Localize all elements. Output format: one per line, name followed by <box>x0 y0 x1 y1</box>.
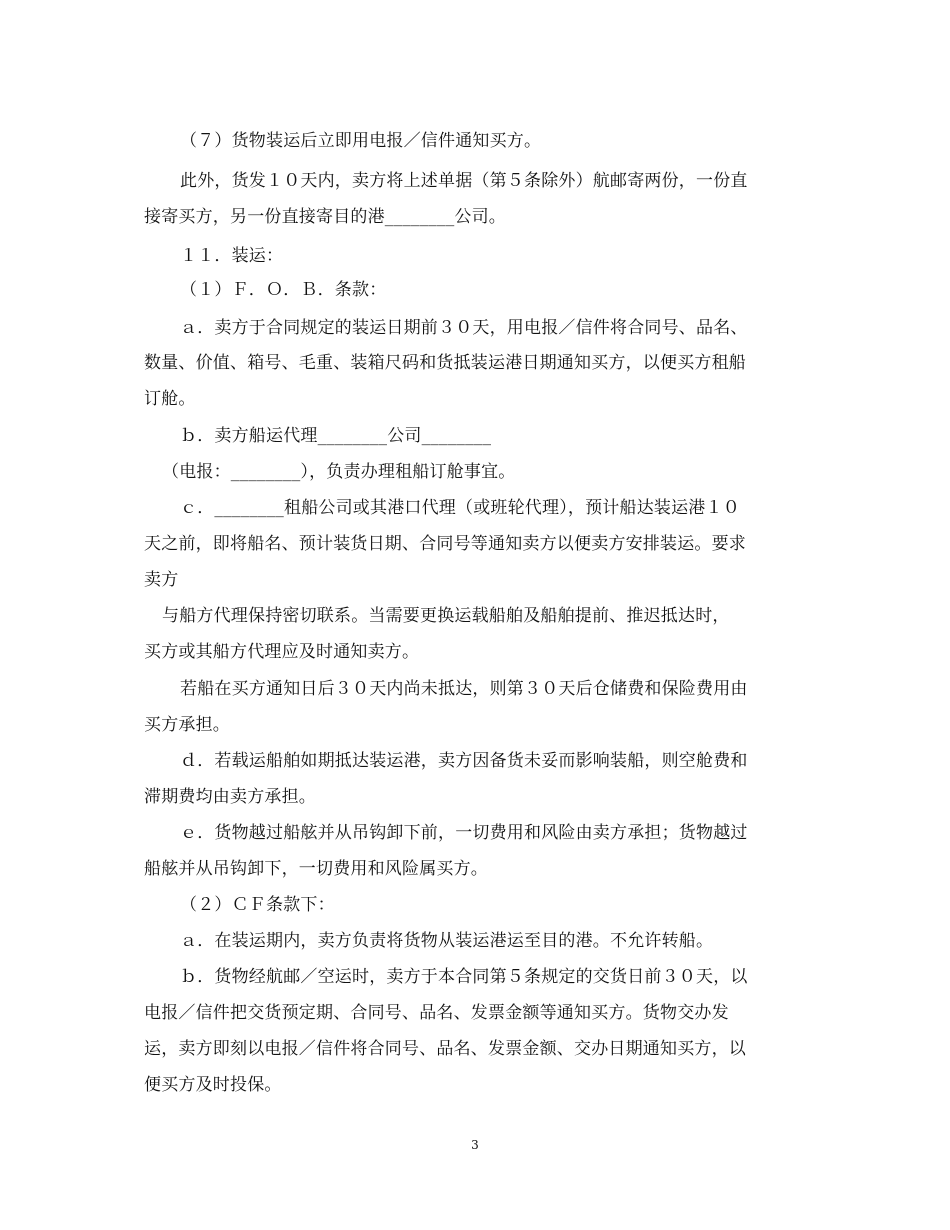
paragraph-line: （７）货物装运后立即用电报／信件通知买方。 <box>180 131 542 151</box>
subsection-heading: （１）Ｆ．Ｏ．Ｂ．条款： <box>180 280 387 300</box>
paragraph-line: 滞期费均由卖方承担。 <box>144 787 316 807</box>
paragraph-line: 运，卖方即刻以电报／信件将合同号、品名、发票金额、交办日期通知买方，以 <box>144 1039 746 1059</box>
paragraph-line: ａ．在装运期内，卖方负责将货物从装运港运至目的港。不允许转船。 <box>180 931 714 951</box>
paragraph-line: 天之前，即将船名、预计装货日期、合同号等通知卖方以便卖方安排装运。要求 <box>144 534 746 554</box>
paragraph-line: ｃ．________租船公司或其港口代理（或班轮代理），预计船达装运港１０ <box>180 498 740 518</box>
paragraph-line: ａ．卖方于合同规定的装运日期前３０天，用电报／信件将合同号、品名、 <box>180 318 748 338</box>
paragraph-line: 卖方 <box>144 570 179 590</box>
paragraph-line: 与船方代理保持密切联系。当需要更换运载船舶及船舶提前、推迟抵达时， <box>162 606 730 626</box>
paragraph-line: 订舱。 <box>144 389 196 409</box>
paragraph-line: 电报／信件把交货预定期、合同号、品名、发票金额等通知买方。货物交办发 <box>144 1003 729 1023</box>
paragraph-line: 便买方及时投保。 <box>144 1075 282 1095</box>
paragraph-line: ｄ．若载运船舶如期抵达装运港，卖方因备货未妥而影响装船，则空舱费和 <box>180 751 748 771</box>
paragraph-line: 接寄买方，另一份直接寄目的港________公司。 <box>144 207 506 227</box>
paragraph-line: ｂ．货物经航邮／空运时，卖方于本合同第５条规定的交货日前３０天，以 <box>180 967 748 987</box>
paragraph-line: 数量、价值、箱号、毛重、装箱尺码和货抵装运港日期通知买方，以便买方租船 <box>144 353 746 373</box>
paragraph-line: 此外，货发１０天内，卖方将上述单据（第５条除外）航邮寄两份，一份直 <box>180 171 748 191</box>
paragraph-line: 买方或其船方代理应及时通知卖方。 <box>144 642 420 662</box>
paragraph-line: ｂ．卖方船运代理________公司________ <box>180 426 492 446</box>
section-heading: １１．装运： <box>180 246 284 266</box>
page-number: 3 <box>471 1138 479 1152</box>
paragraph-line: 买方承担。 <box>144 715 230 735</box>
paragraph-line: ｅ．货物越过船舷并从吊钩卸下前，一切费用和风险由卖方承担；货物越过 <box>180 823 748 843</box>
subsection-heading: （２）ＣＦ条款下： <box>180 895 335 915</box>
paragraph-line: 船舷并从吊钩卸下，一切费用和风险属买方。 <box>144 859 488 879</box>
paragraph-line: （电报：________），负责办理租船订舱事宜。 <box>162 462 516 482</box>
paragraph-line: 若船在买方通知日后３０天内尚未抵达，则第３０天后仓储费和保险费用由 <box>180 679 748 699</box>
